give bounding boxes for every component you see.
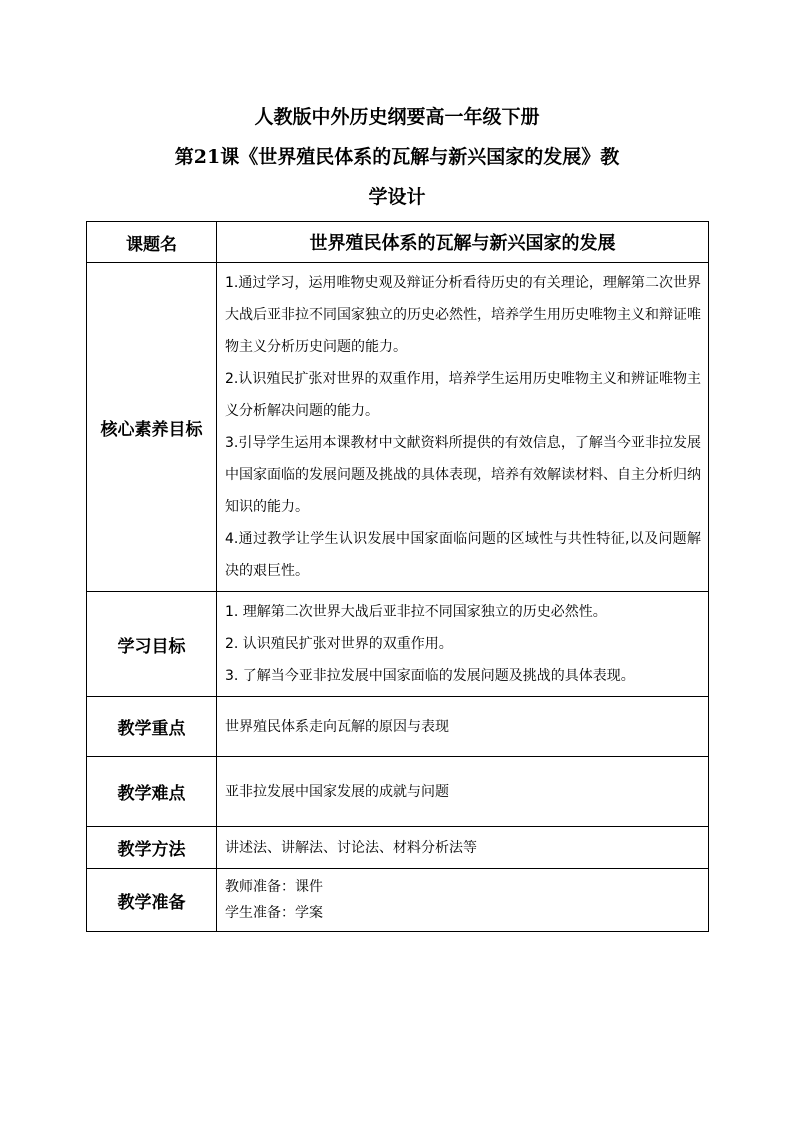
title-line-3: 学设计	[368, 186, 426, 208]
row-label: 学习目标	[87, 592, 217, 697]
title-line-1: 人教版中外历史纲要高一年级下册	[254, 106, 540, 128]
lesson-plan-table	[86, 221, 709, 932]
core-literacy-goals	[217, 263, 709, 592]
row-label: 核心素养目标	[87, 263, 217, 592]
goal-item: 3.引导学生运用本课教材中文献资料所提供的有效信息，了解当今亚非拉发展中国家面临的发展问题及挑战的具体表现，培养有效解读材料、自主分析归纳知识的能力。	[225, 435, 701, 515]
teaching-methods: 讲述法、讲解法、讨论法、材料分析法等	[217, 827, 709, 869]
row-label: 课题名	[87, 222, 217, 263]
goal-item: 2.认识殖民扩张对世界的双重作用，培养学生运用历史唯物主义和辨证唯物主义分析解决问题的能力。	[225, 371, 701, 419]
table-row-preparation	[87, 869, 709, 932]
objective-item: 2. 认识殖民扩张对世界的双重作用。	[225, 636, 453, 652]
lesson-topic: 世界殖民体系的瓦解与新兴国家的发展	[217, 222, 709, 263]
difficult-points: 亚非拉发展中国家发展的成就与问题	[217, 757, 709, 827]
learning-objectives	[217, 592, 709, 697]
table-row-core-literacy	[87, 263, 709, 592]
table-row-key-points	[87, 697, 709, 757]
table-row-topic	[87, 222, 709, 263]
title-line-2: 第21课《世界殖民体系的瓦解与新兴国家的发展》教	[174, 146, 620, 168]
goal-item: 4.通过教学让学生认识发展中国家面临问题的区域性与共性特征,以及问题解决的艰巨性。	[225, 531, 701, 579]
teaching-preparation	[217, 869, 709, 932]
objective-item: 3. 了解当今亚非拉发展中国家面临的发展问题及挑战的具体表现。	[225, 668, 635, 684]
key-points: 世界殖民体系走向瓦解的原因与表现	[217, 697, 709, 757]
table-row-learning-objectives	[87, 592, 709, 697]
goal-item: 1.通过学习，运用唯物史观及辩证分析看待历史的有关理论，理解第二次世界大战后亚非拉不同国家独立的历史必然性，培养学生用历史唯物主义和辩证唯物主义分析历史问题的能力。	[225, 275, 701, 355]
row-label: 教学难点	[87, 757, 217, 827]
table-row-difficulties	[87, 757, 709, 827]
table-row-methods	[87, 827, 709, 869]
row-label: 教学准备	[87, 869, 217, 932]
row-label: 教学重点	[87, 697, 217, 757]
preparation-item: 学生准备：学案	[225, 905, 323, 921]
objective-item: 1. 理解第二次世界大战后亚非拉不同国家独立的历史必然性。	[225, 604, 607, 620]
row-label: 教学方法	[87, 827, 217, 869]
preparation-item: 教师准备：课件	[225, 879, 323, 895]
document-title	[0, 100, 794, 214]
